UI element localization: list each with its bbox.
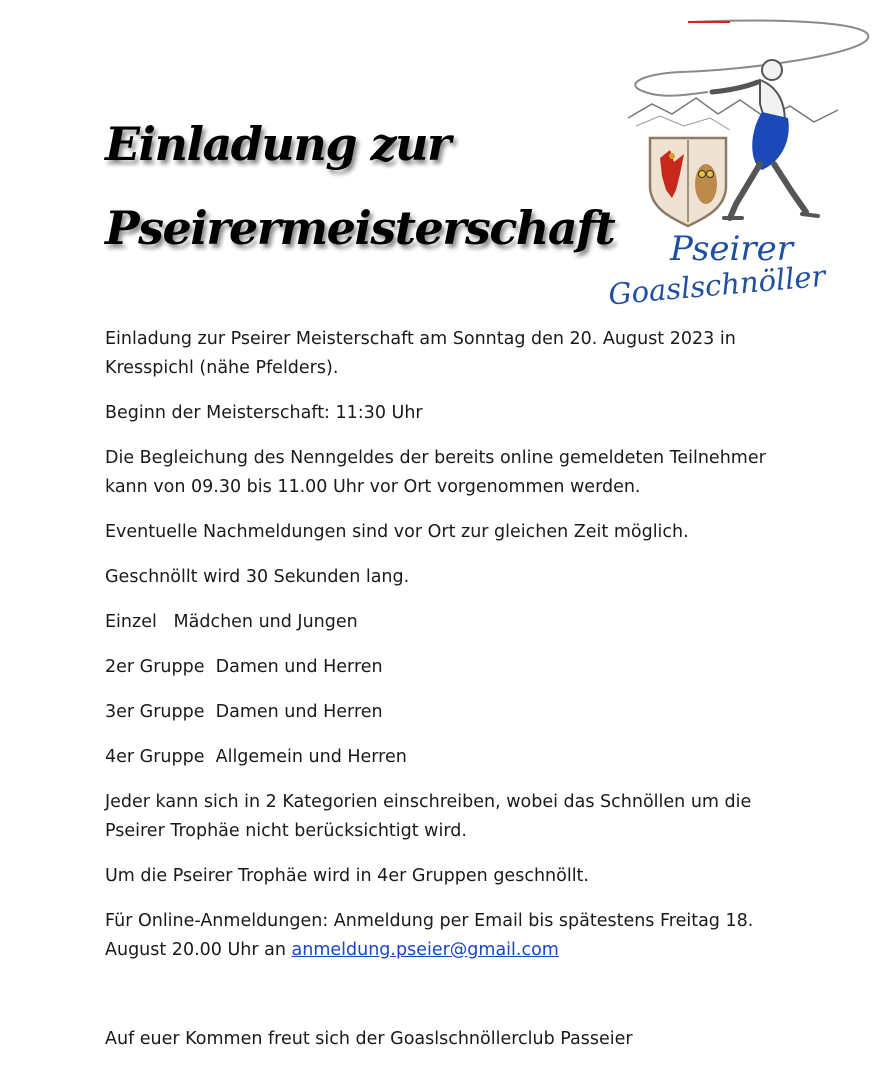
- spacer: [105, 981, 785, 1025]
- paragraph-online-registration: [105, 907, 785, 965]
- category-item: 3er Gruppe Damen und Herren: [105, 702, 383, 722]
- paragraph-categories-rule: Jeder kann sich in 2 Kategorien einschreiben, wobei das Schnöllen um die Pseirer Trophäe nicht berücksichtigt wird.: [105, 792, 752, 841]
- paragraph-start-time: Beginn der Meisterschaft: 11:30 Uhr: [105, 403, 423, 423]
- paragraph-trophy: Um die Pseirer Trophäe wird in 4er Gruppen geschnöllt.: [105, 866, 589, 886]
- category-item: Einzel Mädchen und Jungen: [105, 612, 358, 632]
- registration-text: Für Online-Anmeldungen: Anmeldung per Email bis spätestens Freitag 18. August 20.00 Uhr an: [105, 911, 754, 960]
- category-item: 4er Gruppe Allgemein und Herren: [105, 747, 407, 767]
- apron-icon: [752, 112, 789, 170]
- page-title: [105, 102, 614, 270]
- logo-text-line-2: Goaslschnöller: [606, 258, 827, 312]
- paragraph-duration: Geschnöllt wird 30 Sekunden lang.: [105, 567, 410, 587]
- invitation-body: [105, 325, 785, 1070]
- goaslschnoeller-logo: [600, 14, 878, 314]
- logo-text-line-1: Pseirer: [670, 229, 794, 269]
- paragraph-late-registration: Eventuelle Nachmeldungen sind vor Ort zur gleichen Zeit möglich.: [105, 522, 689, 542]
- paragraph-intro: Einladung zur Pseirer Meisterschaft am Sonntag den 20. August 2023 in Kresspichl (nähe Pfelders).: [105, 329, 736, 378]
- category-item: 2er Gruppe Damen und Herren: [105, 657, 383, 677]
- registration-email-link[interactable]: anmeldung.pseier@gmail.com: [291, 940, 559, 960]
- paragraph-closing: Auf euer Kommen freut sich der Goaslschnöllerclub Passeier: [105, 1029, 633, 1049]
- title-line-1: Einladung zur: [105, 117, 450, 171]
- title-line-2: Pseirermeisterschaft: [105, 201, 615, 255]
- paragraph-fee: Die Begleichung des Nenngeldes der bereits online gemeldeten Teilnehmer kann von 09.30 bis 11.00 Uhr vor Ort vorgenommen werden.: [105, 448, 766, 497]
